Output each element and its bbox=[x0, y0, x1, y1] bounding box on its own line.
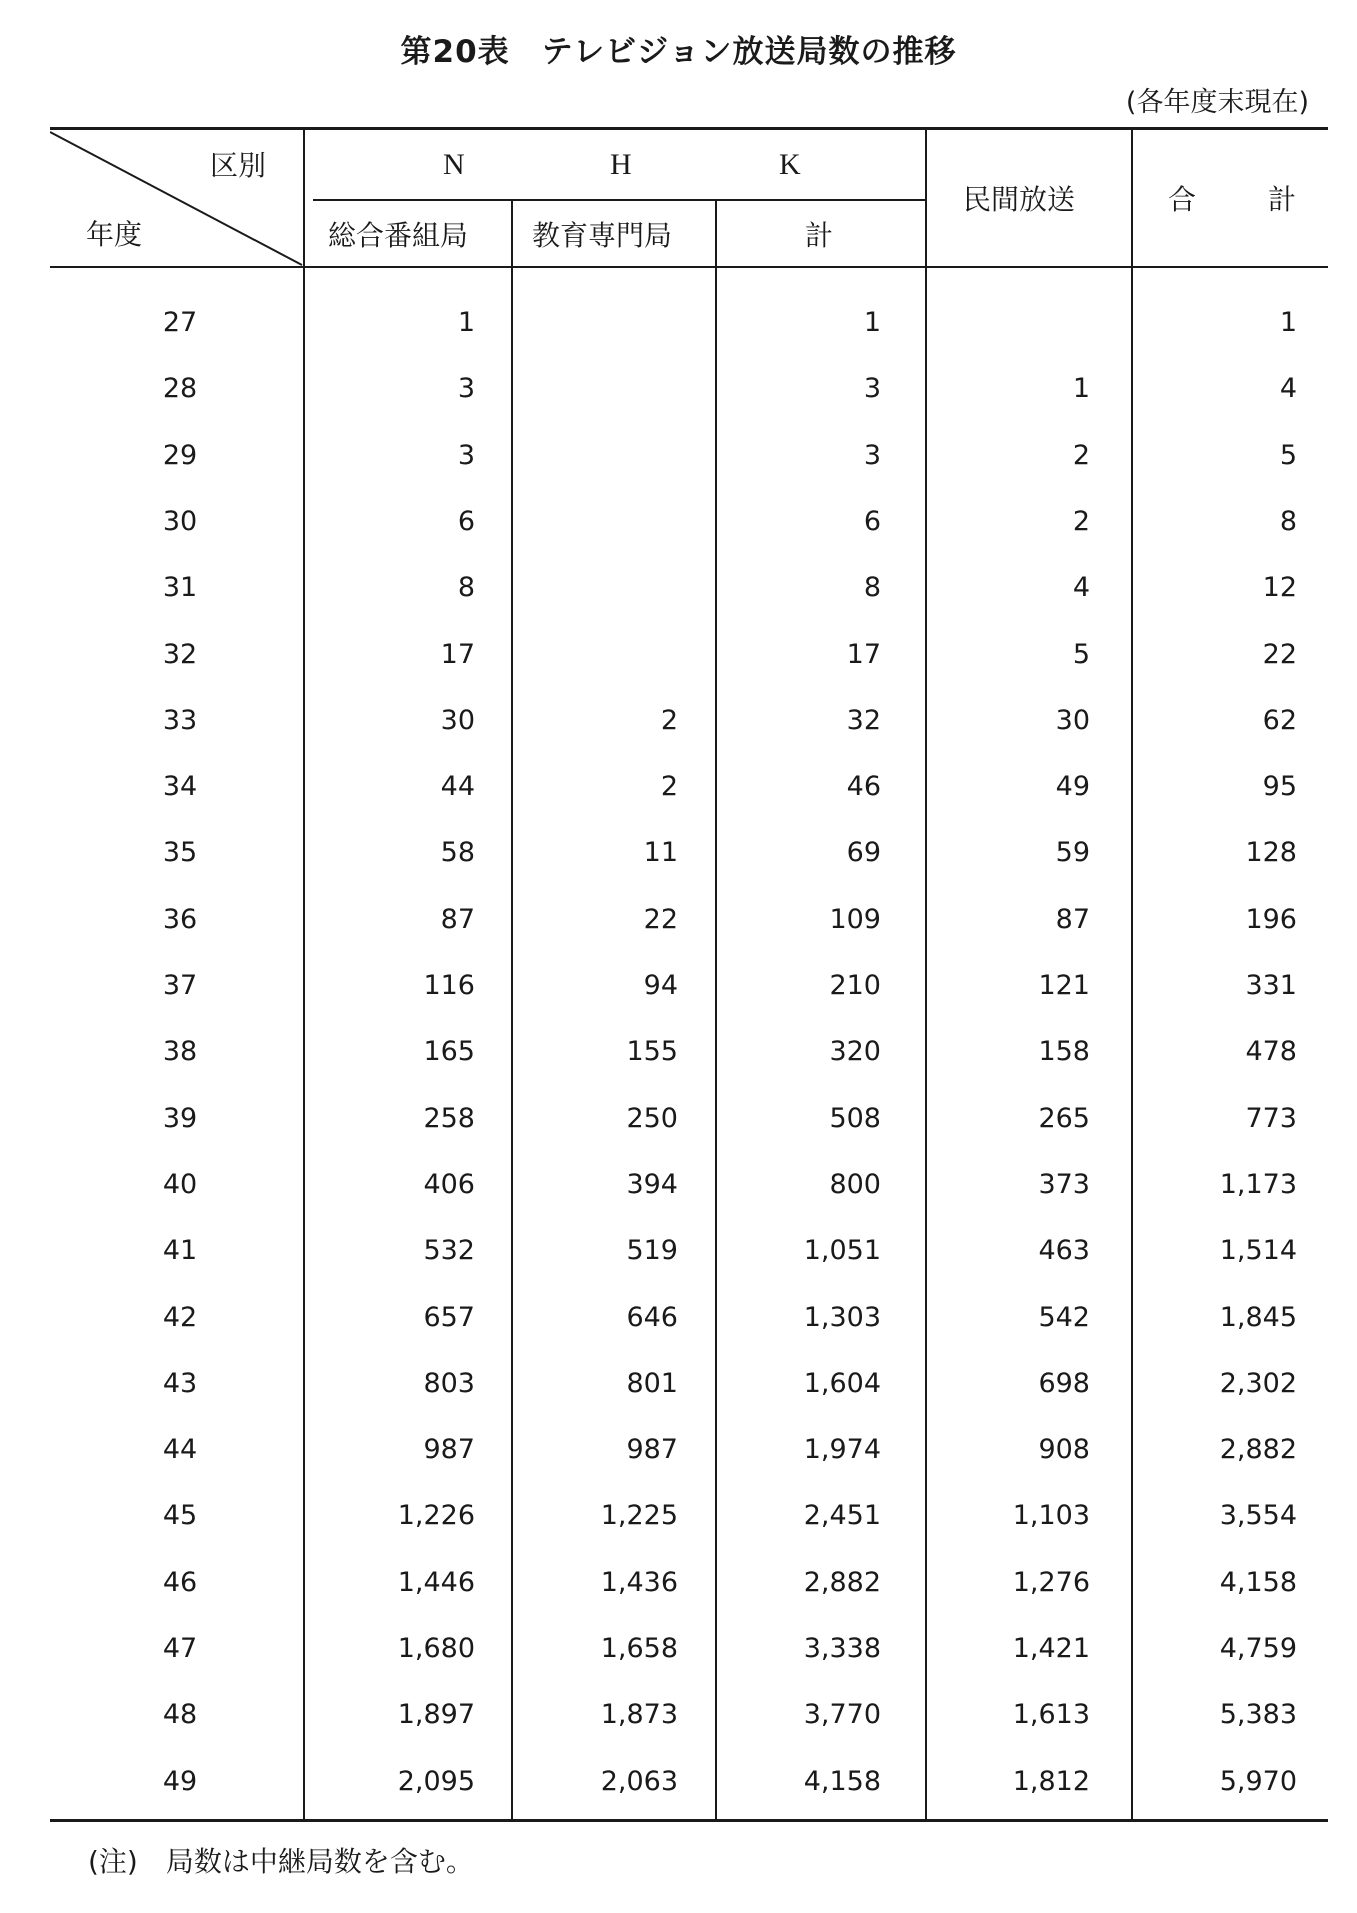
cell-total: 8 bbox=[1279, 506, 1297, 537]
nhk-letter-k: K bbox=[779, 148, 801, 181]
cell-private: 2 bbox=[1072, 440, 1090, 471]
cell-private: 1 bbox=[1072, 373, 1090, 404]
cell-private: 30 bbox=[1055, 705, 1090, 736]
cell-nhk-total: 8 bbox=[863, 572, 881, 603]
cell-general: 30 bbox=[440, 705, 475, 736]
cell-education: 1,225 bbox=[600, 1500, 678, 1531]
cell-total: 128 bbox=[1245, 837, 1297, 868]
cell-private: 49 bbox=[1055, 771, 1090, 802]
row-year: 40 bbox=[162, 1169, 198, 1200]
cell-general: 3 bbox=[457, 440, 475, 471]
cell-private: 1,613 bbox=[1012, 1699, 1090, 1730]
row-year: 34 bbox=[162, 771, 198, 802]
row-year: 46 bbox=[162, 1567, 198, 1598]
cell-nhk-total: 320 bbox=[829, 1036, 881, 1067]
cell-nhk-total: 1,051 bbox=[803, 1235, 881, 1266]
cell-total: 2,302 bbox=[1219, 1368, 1297, 1399]
cell-total: 5,970 bbox=[1219, 1766, 1297, 1797]
row-year: 35 bbox=[162, 837, 198, 868]
cell-private: 463 bbox=[1038, 1235, 1090, 1266]
row-year: 27 bbox=[162, 307, 198, 338]
header-total-b: 計 bbox=[1268, 183, 1297, 216]
cell-private: 158 bbox=[1038, 1036, 1090, 1067]
row-year: 30 bbox=[162, 506, 198, 537]
corner-label-category: 区別 bbox=[210, 149, 267, 182]
cell-total: 331 bbox=[1245, 970, 1297, 1001]
cell-nhk-total: 4,158 bbox=[803, 1766, 881, 1797]
cell-general: 406 bbox=[423, 1169, 475, 1200]
col-divider-general bbox=[511, 201, 513, 1820]
cell-private: 908 bbox=[1038, 1434, 1090, 1465]
cell-private: 4 bbox=[1072, 572, 1090, 603]
row-year: 38 bbox=[162, 1036, 198, 1067]
cell-total: 5 bbox=[1279, 440, 1297, 471]
row-year: 33 bbox=[162, 705, 198, 736]
nhk-underline bbox=[313, 199, 926, 201]
cell-nhk-total: 508 bbox=[829, 1103, 881, 1134]
cell-total: 478 bbox=[1245, 1036, 1297, 1067]
cell-nhk-total: 69 bbox=[846, 837, 881, 868]
row-year: 42 bbox=[162, 1302, 198, 1333]
cell-general: 657 bbox=[423, 1302, 475, 1333]
header-general: 総合番組局 bbox=[328, 219, 469, 252]
cell-private: 373 bbox=[1038, 1169, 1090, 1200]
cell-general: 803 bbox=[423, 1368, 475, 1399]
row-year: 31 bbox=[162, 572, 198, 603]
cell-general: 3 bbox=[457, 373, 475, 404]
cell-general: 116 bbox=[423, 970, 475, 1001]
cell-total: 1,173 bbox=[1219, 1169, 1297, 1200]
row-year: 43 bbox=[162, 1368, 198, 1399]
cell-private: 1,103 bbox=[1012, 1500, 1090, 1531]
cell-private: 2 bbox=[1072, 506, 1090, 537]
cell-education: 155 bbox=[626, 1036, 678, 1067]
cell-education: 11 bbox=[643, 837, 678, 868]
cell-private: 87 bbox=[1055, 904, 1090, 935]
cell-general: 44 bbox=[440, 771, 475, 802]
cell-total: 4,158 bbox=[1219, 1567, 1297, 1598]
cell-education: 22 bbox=[643, 904, 678, 935]
cell-general: 8 bbox=[457, 572, 475, 603]
cell-nhk-total: 46 bbox=[846, 771, 881, 802]
cell-general: 17 bbox=[440, 639, 475, 670]
cell-total: 1,845 bbox=[1219, 1302, 1297, 1333]
nhk-letter-n: N bbox=[443, 148, 465, 181]
cell-total: 12 bbox=[1262, 572, 1297, 603]
cell-private: 698 bbox=[1038, 1368, 1090, 1399]
col-divider-private bbox=[1131, 130, 1133, 1820]
cell-total: 1 bbox=[1279, 307, 1297, 338]
cell-education: 250 bbox=[626, 1103, 678, 1134]
header-education: 教育専門局 bbox=[532, 219, 673, 252]
cell-total: 5,383 bbox=[1219, 1699, 1297, 1730]
row-year: 41 bbox=[162, 1235, 198, 1266]
cell-total: 3,554 bbox=[1219, 1500, 1297, 1531]
cell-nhk-total: 1,974 bbox=[803, 1434, 881, 1465]
cell-education: 1,436 bbox=[600, 1567, 678, 1598]
col-divider-year bbox=[303, 130, 305, 1820]
cell-general: 165 bbox=[423, 1036, 475, 1067]
cell-nhk-total: 32 bbox=[846, 705, 881, 736]
header-nhk-total: 計 bbox=[805, 219, 834, 252]
cell-education: 519 bbox=[626, 1235, 678, 1266]
cell-general: 87 bbox=[440, 904, 475, 935]
row-year: 48 bbox=[162, 1699, 198, 1730]
cell-general: 6 bbox=[457, 506, 475, 537]
cell-nhk-total: 109 bbox=[829, 904, 881, 935]
cell-education: 394 bbox=[626, 1169, 678, 1200]
row-year: 47 bbox=[162, 1633, 198, 1664]
cell-education: 646 bbox=[626, 1302, 678, 1333]
cell-private: 5 bbox=[1072, 639, 1090, 670]
cell-private: 1,812 bbox=[1012, 1766, 1090, 1797]
col-divider-nhk bbox=[925, 130, 927, 1820]
cell-total: 4 bbox=[1279, 373, 1297, 404]
col-divider-education bbox=[715, 201, 717, 1820]
cell-private: 1,421 bbox=[1012, 1633, 1090, 1664]
cell-general: 58 bbox=[440, 837, 475, 868]
cell-nhk-total: 800 bbox=[829, 1169, 881, 1200]
cell-nhk-total: 1 bbox=[863, 307, 881, 338]
cell-general: 1,446 bbox=[397, 1567, 475, 1598]
cell-private: 265 bbox=[1038, 1103, 1090, 1134]
cell-private: 121 bbox=[1038, 970, 1090, 1001]
table-subtitle: (各年度末現在) bbox=[1125, 87, 1309, 118]
header-private: 民間放送 bbox=[963, 183, 1076, 216]
row-year: 32 bbox=[162, 639, 198, 670]
cell-total: 196 bbox=[1245, 904, 1297, 935]
row-year: 36 bbox=[162, 904, 198, 935]
header-total-a: 合 bbox=[1168, 183, 1197, 216]
cell-education: 2 bbox=[660, 771, 678, 802]
cell-nhk-total: 3,770 bbox=[803, 1699, 881, 1730]
cell-nhk-total: 2,451 bbox=[803, 1500, 881, 1531]
cell-general: 532 bbox=[423, 1235, 475, 1266]
row-year: 44 bbox=[162, 1434, 198, 1465]
cell-general: 1,226 bbox=[397, 1500, 475, 1531]
row-year: 39 bbox=[162, 1103, 198, 1134]
cell-education: 801 bbox=[626, 1368, 678, 1399]
cell-education: 2 bbox=[660, 705, 678, 736]
corner-label-year: 年度 bbox=[86, 218, 143, 251]
cell-total: 773 bbox=[1245, 1103, 1297, 1134]
cell-nhk-total: 2,882 bbox=[803, 1567, 881, 1598]
cell-private: 542 bbox=[1038, 1302, 1090, 1333]
cell-general: 1,897 bbox=[397, 1699, 475, 1730]
cell-total: 62 bbox=[1262, 705, 1297, 736]
cell-nhk-total: 3 bbox=[863, 440, 881, 471]
row-year: 37 bbox=[162, 970, 198, 1001]
row-year: 49 bbox=[162, 1766, 198, 1797]
cell-total: 2,882 bbox=[1219, 1434, 1297, 1465]
cell-total: 22 bbox=[1262, 639, 1297, 670]
row-year: 29 bbox=[162, 440, 198, 471]
table-title: 第20表 テレビジョン放送局数の推移 bbox=[400, 34, 957, 70]
cell-nhk-total: 17 bbox=[846, 639, 881, 670]
cell-general: 987 bbox=[423, 1434, 475, 1465]
bottom-rule bbox=[50, 1819, 1328, 1822]
cell-general: 258 bbox=[423, 1103, 475, 1134]
row-year: 45 bbox=[162, 1500, 198, 1531]
cell-general: 2,095 bbox=[397, 1766, 475, 1797]
cell-education: 2,063 bbox=[600, 1766, 678, 1797]
cell-education: 1,658 bbox=[600, 1633, 678, 1664]
cell-nhk-total: 1,303 bbox=[803, 1302, 881, 1333]
nhk-letter-h: H bbox=[610, 148, 632, 181]
cell-education: 1,873 bbox=[600, 1699, 678, 1730]
cell-education: 987 bbox=[626, 1434, 678, 1465]
table-note: (注) 局数は中継局数を含む。 bbox=[88, 1845, 474, 1878]
cell-private: 59 bbox=[1055, 837, 1090, 868]
cell-general: 1,680 bbox=[397, 1633, 475, 1664]
cell-private: 1,276 bbox=[1012, 1567, 1090, 1598]
cell-nhk-total: 3 bbox=[863, 373, 881, 404]
cell-nhk-total: 6 bbox=[863, 506, 881, 537]
cell-nhk-total: 1,604 bbox=[803, 1368, 881, 1399]
cell-total: 95 bbox=[1262, 771, 1297, 802]
cell-total: 4,759 bbox=[1219, 1633, 1297, 1664]
cell-general: 1 bbox=[457, 307, 475, 338]
cell-nhk-total: 210 bbox=[829, 970, 881, 1001]
row-year: 28 bbox=[162, 373, 198, 404]
cell-total: 1,514 bbox=[1219, 1235, 1297, 1266]
cell-nhk-total: 3,338 bbox=[803, 1633, 881, 1664]
cell-education: 94 bbox=[643, 970, 678, 1001]
